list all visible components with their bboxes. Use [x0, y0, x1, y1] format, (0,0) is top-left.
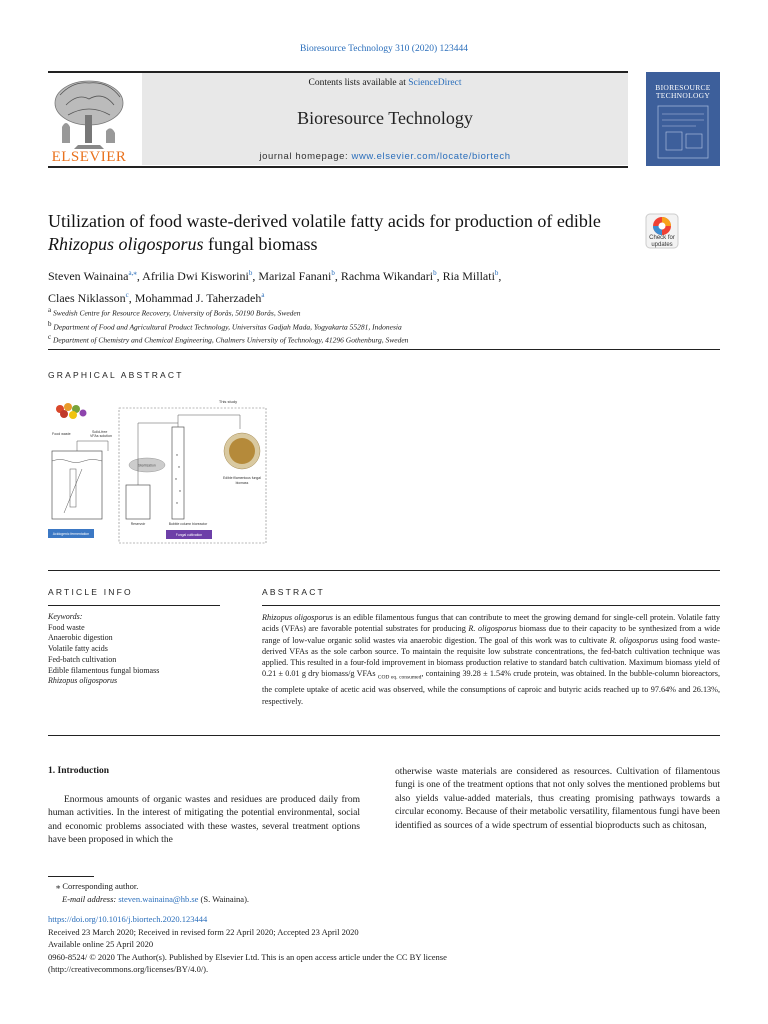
email-note — [62, 894, 249, 906]
graphical-abstract-figure[interactable] — [40, 395, 280, 545]
email-label: E-mail address: — [62, 894, 119, 904]
available-online: Available online 25 April 2020 — [48, 939, 154, 949]
license-line2[interactable]: (http://creativecommons.org/licenses/BY/4.0/). — [48, 964, 209, 974]
abstract-text: Rhizopus oligosporus is an edible filamentous fungus that can contribute to meet the growing demand for single-cell protein. Volatile fatty acids (VFAs) are favorable potential substrates for producing R. oligosporus biomass due to their capacity to be synthesized from a wide range of low-value organic solid wastes via anaerobic digestion. The goal of this work was to cultivate R. oligosporus using food waste-derived VFAs as the sole carbon source. To maintain the requisite low substrate concentrations, the fed-batch cultivation technique was applied. This resulted in a four-fold improvement in biomass production relative to standard batch cultivation. Maximum biomass yield of 0.21 ± 0.01 g dry biomass/g VFAs $_{COD eq. consumed}$, containing 39.28 ± 1.54% crude protein, was obtained. In the bubble-column bioreactors, the complete uptake of acetic acid was observed, while the consumptions of caproic and butyric acids reached up to 97.64% and 26.13%, respectively. — [262, 613, 721, 706]
journal-title: Bioresource Technology — [297, 108, 473, 128]
sciencedirect-link[interactable]: ScienceDirect — [408, 78, 462, 88]
journal-reference[interactable]: Bioresource Technology 310 (2020) 123444 — [299, 44, 469, 54]
author: Steven Wainaina — [48, 269, 129, 283]
cover-title: BIORESOURCE TECHNOLOGY — [655, 83, 711, 100]
reservoir-label: Reservoir — [130, 522, 146, 526]
article-info-heading: ARTICLE INFO — [48, 587, 133, 597]
license-line1: 0960-8524/ © 2020 The Author(s). Published by Elsevier Ltd. This is an open access article under the CC BY license — [48, 952, 447, 962]
corresponding-note: ⁎ Corresponding author. — [56, 881, 139, 891]
bubble-column-label: Bubble column bioreactor — [168, 522, 208, 526]
keyword: Rhizopus oligosporus — [48, 676, 118, 686]
keywords-label: Keywords: — [48, 612, 83, 621]
affiliation: $^b$ Department of Food and Agricultural Product Technology, Universitas Gadjah Mada, Yogyakarta 55281, Indonesia — [48, 319, 402, 331]
keyword-list — [48, 612, 220, 687]
author-affil[interactable]: b — [248, 269, 253, 277]
article-info-rule — [48, 605, 220, 606]
edible-biomass-label-2: biomass — [235, 481, 249, 485]
elsevier-wordmark: ELSEVIER — [51, 149, 127, 165]
affiliation-list — [48, 305, 648, 346]
footnote-rule — [48, 876, 94, 877]
section-rule — [48, 570, 720, 571]
section-title: 1. Introduction — [48, 766, 110, 776]
abstract-rule — [262, 605, 720, 606]
this-study-label: This study — [218, 399, 238, 404]
doi-link[interactable]: https://doi.org/10.1016/j.biortech.2020.123444 — [48, 914, 208, 924]
affiliation: $^a$ Swedish Centre for Resource Recovery, University of Borås, 50190 Borås, Sweden — [48, 306, 301, 318]
vfas-solution-label: VFAs solution — [90, 434, 112, 438]
title-organism: Rhizopus oligosporus — [48, 234, 204, 254]
journal-homepage — [142, 151, 628, 162]
affiliation: $^c$ Department of Chemistry and Chemical Engineering, Chalmers University of Technology, 41296 Gothenburg, Sweden — [48, 333, 409, 345]
author-affil[interactable]: b — [494, 269, 499, 277]
keyword: Volatile fatty acids — [48, 644, 108, 654]
email-suffix: (S. Wainaina). — [198, 894, 250, 904]
body-column-right: otherwise waste materials are considered as resources. Cultivation of filamentous fungi is one of the treatment options that not only solves the mentioned problems but also yields value-added materials, thus creating promising pathways towards a circular economy. Because of their metabolic versatility, filamentous fungi have been identified as sources of a wide spectrum of essential bioproducts such as chitosan, — [395, 767, 720, 831]
author: Afrilia Dwi Kisworini — [142, 269, 249, 283]
author-affil[interactable]: c — [125, 291, 129, 299]
email-link[interactable]: steven.wainaina@hb.se — [118, 894, 199, 904]
author-affil[interactable]: a — [261, 291, 265, 299]
contents-prefix: Contents lists available at — [308, 78, 409, 88]
anaerobic-label: Acidogenic fermentation — [52, 532, 90, 536]
author: Rachma Wikandari — [340, 269, 434, 283]
author-affil[interactable]: b — [433, 269, 437, 277]
author-affil[interactable]: b — [331, 269, 335, 277]
article-title — [48, 210, 628, 256]
author: Claes Niklasson — [48, 291, 126, 305]
sterilization-label: Sterilization — [138, 463, 156, 468]
keyword: Anaerobic digestion — [48, 633, 113, 643]
solid-free-label: Solid-free — [92, 430, 108, 434]
section-rule — [48, 735, 720, 736]
abstract-heading: ABSTRACT — [262, 587, 325, 597]
title-rest: fungal biomass — [203, 234, 318, 254]
homepage-link[interactable]: www.elsevier.com/locate/biortech — [351, 151, 511, 162]
body-column-left: Enormous amounts of organic wastes and residues are produced daily from human activities. In the interest of mitigating the potential environmental, social and economic problems associated with these wastes, several treatment options have been proposed in which the — [48, 795, 360, 846]
edible-biomass-label: Edible filamentous fungal — [223, 476, 261, 480]
title-line1: Utilization of food waste-derived volatile fatty acids for production of edible — [48, 211, 601, 231]
fungal-label: Fungal cultivation — [175, 533, 203, 537]
keyword: Fed-batch cultivation — [48, 654, 117, 664]
food-waste-label: Food waste — [52, 432, 71, 436]
author-list: Steven Wainaina$^{a,⁎}$, Afrilia Dwi Kisworini$^b$, Marizal Fanani$^b$, Rachma Wikandari$^b$, Ria Millati$^b$, Claes Niklasson$^c$, Mohammad J. Taherzadeh$^a$ — [48, 269, 502, 305]
keyword: Food waste — [48, 622, 85, 632]
author: Ria Millati — [442, 269, 495, 283]
graphical-abstract-heading: GRAPHICAL ABSTRACT — [48, 370, 184, 380]
author-affil[interactable]: a,⁎ — [128, 269, 137, 277]
received-dates: Received 23 March 2020; Received in revised form 22 April 2020; Accepted 23 April 2020 — [48, 927, 359, 937]
homepage-prefix: journal homepage: — [259, 151, 352, 162]
author: Marizal Fanani — [258, 269, 332, 283]
author: Mohammad J. Taherzadeh — [134, 291, 262, 305]
crossmark-label: Check for updates — [649, 235, 675, 248]
header-bottom-rule — [48, 166, 628, 168]
section-rule — [48, 349, 720, 350]
cover-graphic — [652, 104, 714, 162]
keyword: Edible filamentous fungal biomass — [48, 665, 160, 675]
contents-line — [142, 78, 628, 88]
